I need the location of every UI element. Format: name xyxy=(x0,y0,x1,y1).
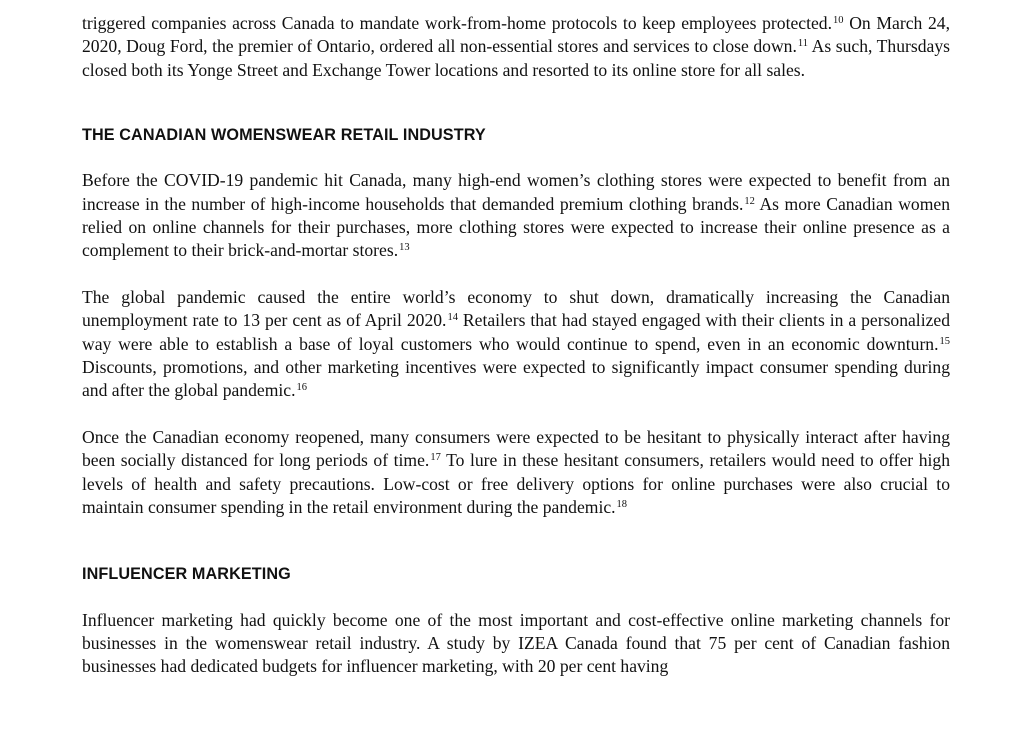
section-heading-influencer-marketing: INFLUENCER MARKETING xyxy=(82,564,291,583)
footnote-ref: 17 xyxy=(430,452,441,464)
sentence: The global pandemic caused the entire world’s economy to shut down, dramatically increasing the Canadian unemployment rate to 13 per cent as of April 2020. xyxy=(82,286,950,331)
footnote-ref: 18 xyxy=(616,499,628,511)
paragraph-global-pandemic xyxy=(82,286,950,403)
paragraph-reopening xyxy=(82,426,950,520)
sentence: To lure in these hesitant consumers, retailers would need to offer high levels of health and safety precautions. Low-cost or free delivery options for online purchases were also crucial to maintain consumer spending in the retail environment during the pandemic. xyxy=(82,450,951,518)
footnote-ref: 15 xyxy=(939,335,950,347)
paragraph-pre-pandemic xyxy=(82,169,950,263)
paragraph-lockdown xyxy=(82,12,950,82)
paragraph-influencer-marketing xyxy=(82,609,950,679)
sentence: As more Canadian women relied on online channels for their purchases, more clothing stores were expected to increase their online presence as a complement to their brick-and-mortar stores. xyxy=(82,193,950,261)
sentence: Once the Canadian economy reopened, many consumers were expected to be hesitant to physically interact after having been socially distanced for long periods of time. xyxy=(82,426,950,471)
document-page xyxy=(82,12,950,679)
section-heading-womenswear-industry: THE CANADIAN WOMENSWEAR RETAIL INDUSTRY xyxy=(82,126,486,145)
sentence: triggered companies across Canada to mandate work-from-home protocols to keep employees protected. xyxy=(82,13,832,33)
footnote-ref: 12 xyxy=(744,195,755,207)
footnote-ref: 13 xyxy=(399,242,410,254)
sentence: Discounts, promotions, and other marketing incentives were expected to significantly impact consumer spending during and after the global pandemic. xyxy=(82,357,950,401)
sentence: Influencer marketing had quickly become one of the most important and cost-effective online marketing channels for businesses in the womenswear retail industry. A study by IZEA Canada found that 75 per cent of Canadian fashion businesses had dedicated budgets for influencer marketing, with 20 per cent having xyxy=(82,609,950,677)
sentence: Before the COVID-19 pandemic hit Canada, many high-end women’s clothing stores were expected to benefit from an increase in the number of high-income households that demanded premium clothing brands. xyxy=(82,170,950,214)
footnote-ref: 14 xyxy=(447,312,458,324)
sentence: Retailers that had stayed engaged with their clients in a personalized way were able to establish a base of loyal customers who would continue to spend, even in an economic downturn. xyxy=(82,310,951,354)
sentence: On March 24, 2020, Doug Ford, the premier of Ontario, ordered all non-essential stores and services to close down. xyxy=(82,13,950,57)
sentence: As such, Thursdays closed both its Yonge Street and Exchange Tower locations and resorted to its online store for all sales. xyxy=(82,36,950,80)
footnote-ref: 10 xyxy=(833,15,844,26)
footnote-ref: 11 xyxy=(797,38,808,50)
footnote-ref: 16 xyxy=(296,382,307,394)
